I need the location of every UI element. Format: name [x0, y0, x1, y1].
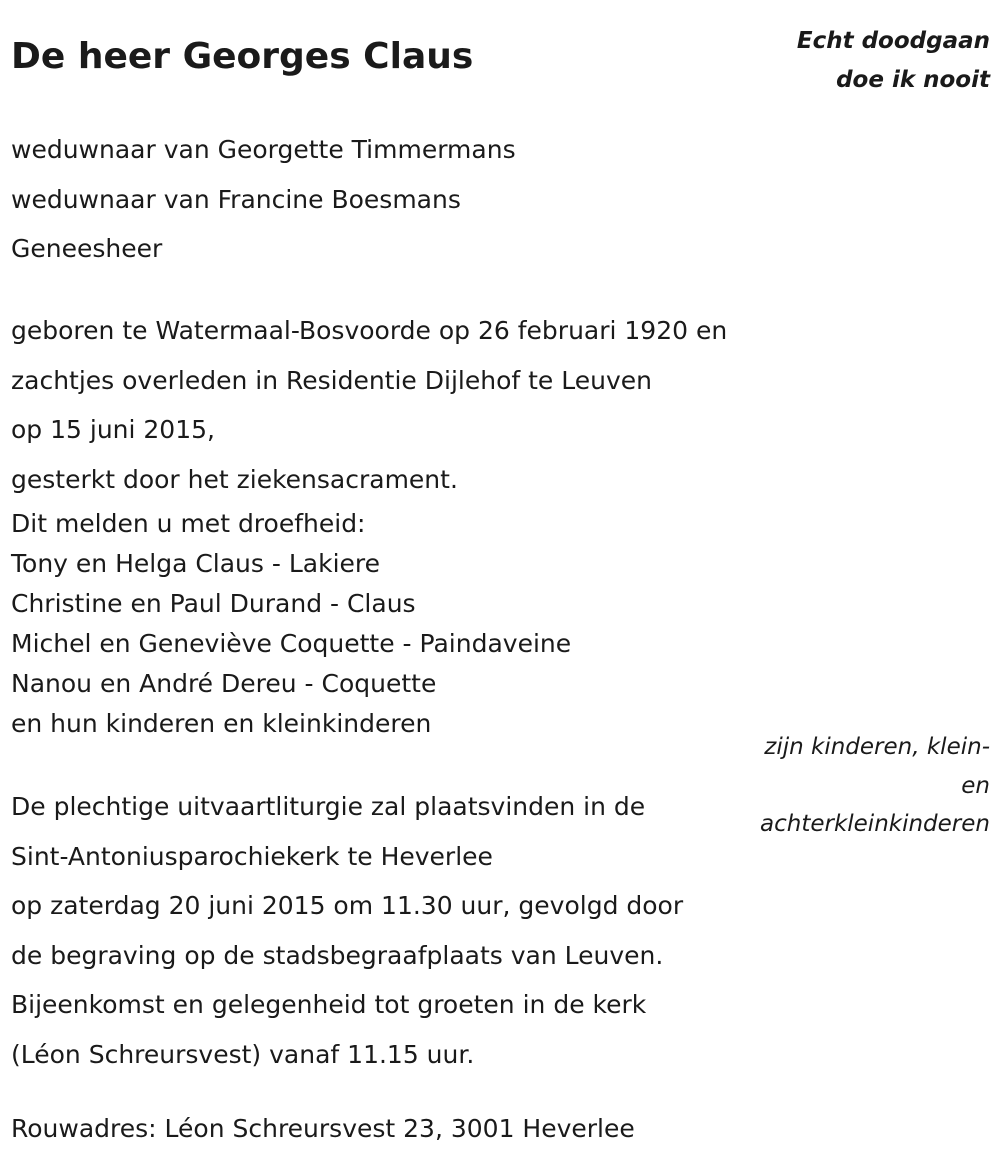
family-line: Michel en Geneviève Coquette - Paindaveine: [11, 629, 572, 658]
widowhood-line: weduwnaar van Georgette Timmermans: [11, 135, 516, 164]
address-block: [11, 1111, 635, 1147]
profession-line: Geneesheer: [11, 234, 163, 263]
funeral-line: de begraving op de stadsbegraafplaats van Leuven.: [11, 940, 664, 970]
side-note-line: achterkleinkinderen: [760, 811, 990, 837]
funeral-line: op zaterdag 20 juni 2015 om 11.30 uur, gevolgd door: [11, 891, 684, 920]
funeral-line: (Léon Schreursvest) vanaf 11.15 uur.: [11, 1039, 475, 1069]
birth-death-line: gesterkt door het ziekensacrament.: [11, 464, 458, 494]
side-note-line: zijn kinderen, klein-: [764, 734, 990, 760]
page-title: De heer Georges Claus: [11, 36, 474, 77]
side-note-line: en: [961, 772, 990, 799]
quote: [797, 22, 990, 100]
mourning-address: Rouwadres: Léon Schreursvest 23, 3001 Heverlee: [11, 1114, 635, 1143]
funeral-line: Bijeenkomst en gelegenheid tot groeten in de kerk: [11, 990, 647, 1019]
birth-death-block: [11, 306, 727, 504]
quote-line: doe ik nooit: [836, 67, 990, 93]
family-line: en hun kinderen en kleinkinderen: [11, 709, 432, 738]
family-line: Tony en Helga Claus - Lakiere: [11, 549, 381, 578]
widowhood-line: weduwnaar van Francine Boesmans: [11, 184, 461, 214]
funeral-line: Sint-Antoniusparochiekerk te Heverlee: [11, 841, 493, 871]
family-intro: Dit melden u met droefheid:: [11, 509, 366, 538]
family-line: Nanou en André Dereu - Coquette: [11, 669, 437, 698]
quote-line: Echt doodgaan: [796, 28, 990, 54]
birth-death-line: zachtjes overleden in Residentie Dijlehof te Leuven: [11, 365, 652, 395]
funeral-block: [11, 782, 683, 1079]
side-note: [760, 728, 990, 844]
birth-death-line: op 15 juni 2015,: [11, 415, 215, 444]
family-line: Christine en Paul Durand - Claus: [11, 589, 416, 618]
family-block: [11, 504, 571, 744]
funeral-line: De plechtige uitvaartliturgie zal plaatsvinden in de: [11, 792, 646, 821]
birth-death-line: geboren te Watermaal-Bosvoorde op 26 februari 1920 en: [11, 316, 728, 345]
widowhood-block: [11, 125, 516, 274]
